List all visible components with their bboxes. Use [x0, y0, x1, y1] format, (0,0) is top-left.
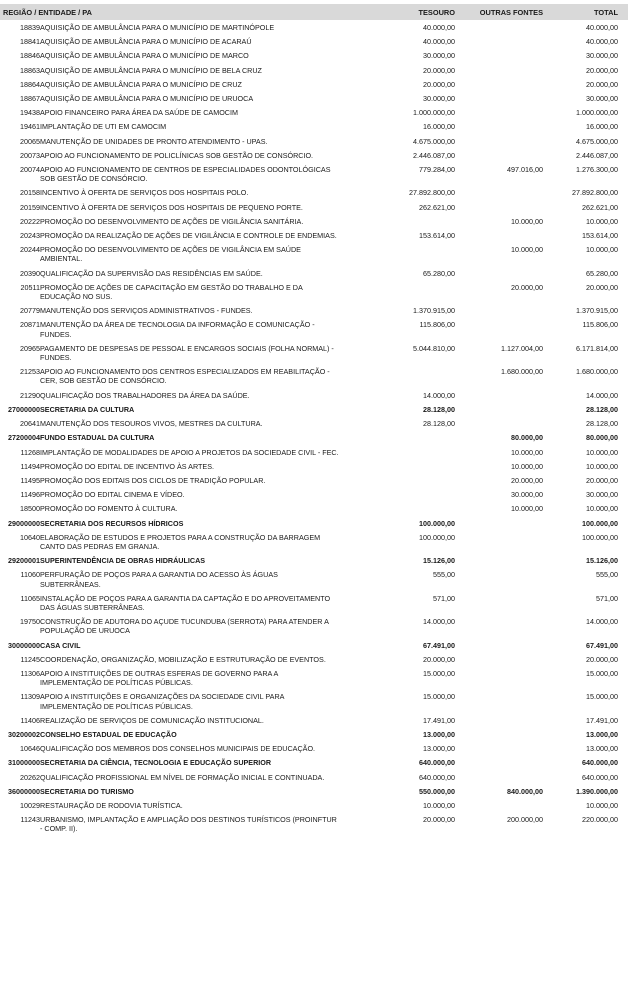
- row-total: 15.000,00: [586, 668, 618, 678]
- row-outras-fontes: 20.000,00: [511, 282, 543, 292]
- row-code: 11309: [20, 692, 40, 702]
- row-total: 115.806,00: [582, 320, 618, 330]
- row-code: 10640: [20, 532, 40, 542]
- row-code: 11060: [20, 570, 40, 580]
- row-code: 20222: [20, 216, 40, 226]
- row-code: 18867: [20, 94, 40, 104]
- row-code: 20065: [20, 136, 40, 146]
- row-description: INSTALAÇÃO DE POÇOS PARA A GARANTIA DA CAPTAÇÃO E DO APROVEITAMENTO DAS ÁGUAS SUBTERRÂNEAS.: [40, 593, 331, 612]
- header-tesouro: TESOURO: [418, 8, 455, 17]
- table-row: [0, 652, 628, 666]
- row-description: APOIO AO FUNCIONAMENTO DOS CENTROS ESPECIALIZADOS EM REABILITAÇÃO - CER, SOB GESTÃO DE CONSÓRCIO.: [40, 367, 330, 386]
- row-code: 21290: [20, 390, 40, 400]
- row-tesouro: 2.446.087,00: [413, 150, 455, 160]
- row-tesouro: 17.491,00: [423, 715, 455, 725]
- row-outras-fontes: 10.000,00: [511, 461, 543, 471]
- table-body: [0, 20, 628, 836]
- row-description: AQUISIÇÃO DE AMBULÂNCIA PARA O MUNICÍPIO DE CRUZ: [40, 79, 242, 89]
- row-description: MANUTENÇÃO DOS SERVIÇOS ADMINISTRATIVOS - FUNDES.: [40, 306, 253, 316]
- row-tesouro: 13.000,00: [423, 729, 455, 739]
- table-row: [0, 614, 628, 637]
- table-row: [0, 530, 628, 553]
- row-tesouro: 100.000,00: [419, 518, 455, 528]
- row-code: 20779: [20, 306, 40, 316]
- row-description: AQUISIÇÃO DE AMBULÂNCIA PARA O MUNICÍPIO DE URUOCA: [40, 94, 254, 104]
- row-description: QUALIFICAÇÃO DOS TRABALHADORES DA ÁREA DA SAÚDE.: [40, 390, 250, 400]
- row-code: 11245: [20, 654, 40, 664]
- row-description: REALIZAÇÃO DE SERVIÇOS DE COMUNICAÇÃO INSTITUCIONAL.: [40, 715, 264, 725]
- table-row: [0, 242, 628, 265]
- row-description: IMPLANTAÇÃO DE UTI EM CAMOCIM: [40, 122, 167, 132]
- entity-row: [0, 784, 628, 798]
- row-total: 10.000,00: [586, 216, 618, 226]
- table-row: [0, 119, 628, 133]
- row-code: 19438: [20, 108, 40, 118]
- row-code: 18841: [20, 37, 40, 47]
- row-code: 18863: [20, 65, 40, 75]
- row-code: 11494: [20, 461, 40, 471]
- row-code: 27200004: [8, 433, 40, 443]
- entity-row: [0, 402, 628, 416]
- row-total: 20.000,00: [586, 282, 618, 292]
- row-tesouro: 4.675.000,00: [413, 136, 455, 146]
- row-tesouro: 16.000,00: [423, 122, 455, 132]
- row-code: 20511: [20, 282, 40, 292]
- table-row: [0, 741, 628, 755]
- row-tesouro: 27.892.800,00: [409, 188, 455, 198]
- row-code: 10029: [20, 800, 40, 810]
- row-code: 20244: [20, 245, 40, 255]
- row-code: 11065: [20, 593, 40, 603]
- table-row: [0, 459, 628, 473]
- row-tesouro: 30.000,00: [423, 94, 455, 104]
- row-tesouro: 153.614,00: [419, 231, 455, 241]
- row-code: 20158: [20, 188, 40, 198]
- row-total: 555,00: [596, 570, 618, 580]
- row-code: 11495: [20, 475, 40, 485]
- row-total: 14.000,00: [586, 390, 618, 400]
- row-outras-fontes: 497.016,00: [507, 165, 543, 175]
- row-description: PROMOÇÃO DO EDITAL CINEMA E VÍDEO.: [40, 490, 185, 500]
- row-description: SECRETARIA DA CULTURA: [40, 404, 135, 414]
- row-description: PROMOÇÃO DOS EDITAIS DOS CICLOS DE TRADIÇÃO POPULAR.: [40, 475, 266, 485]
- row-code: 21253: [20, 367, 40, 377]
- row-code: 36000000: [8, 786, 40, 796]
- row-code: 11306: [20, 668, 40, 678]
- table-row: [0, 134, 628, 148]
- table-row: [0, 473, 628, 487]
- row-tesouro: 779.284,00: [419, 165, 455, 175]
- row-code: 20074: [20, 165, 40, 175]
- row-outras-fontes: 10.000,00: [511, 504, 543, 514]
- row-outras-fontes: 1.680.000,00: [501, 367, 543, 377]
- row-total: 67.491,00: [586, 640, 618, 650]
- row-code: 10646: [20, 744, 40, 754]
- row-code: 18500: [20, 504, 40, 514]
- row-description: APOIO A INSTITUIÇÕES E ORGANIZAÇÕES DA SOCIEDADE CIVIL PARA IMPLEMENTAÇÃO DE POLÍTICAS PÚBLICAS.: [40, 692, 285, 711]
- row-total: 28.128,00: [586, 404, 618, 414]
- header-regiao: REGIÃO / ENTIDADE / PA: [3, 8, 92, 17]
- row-tesouro: 40.000,00: [423, 37, 455, 47]
- row-tesouro: 30.000,00: [423, 51, 455, 61]
- row-tesouro: 15.000,00: [423, 692, 455, 702]
- row-code: 18839: [20, 23, 40, 32]
- row-description: PROMOÇÃO DO FOMENTO À CULTURA.: [40, 504, 178, 514]
- table-row: [0, 713, 628, 727]
- row-tesouro: 571,00: [433, 593, 455, 603]
- row-total: 15.126,00: [586, 556, 618, 566]
- row-outras-fontes: 20.000,00: [511, 475, 543, 485]
- row-description: PROMOÇÃO DO DESENVOLVIMENTO DE AÇÕES DE VIGILÂNCIA EM SAÚDE AMBIENTAL.: [40, 245, 301, 264]
- row-outras-fontes: 10.000,00: [511, 216, 543, 226]
- row-tesouro: 115.806,00: [419, 320, 455, 330]
- table-row: [0, 487, 628, 501]
- row-code: 30000000: [8, 640, 40, 650]
- row-total: 20.000,00: [586, 475, 618, 485]
- row-total: 28.128,00: [586, 419, 618, 429]
- row-description: QUALIFICAÇÃO PROFISSIONAL EM NÍVEL DE FORMAÇÃO INICIAL E CONTINUADA.: [40, 772, 325, 782]
- row-total: 10.000,00: [586, 800, 618, 810]
- row-code: 20159: [20, 202, 40, 212]
- row-total: 153.614,00: [582, 231, 618, 241]
- row-tesouro: 262.621,00: [419, 202, 455, 212]
- table-row: [0, 20, 628, 34]
- row-total: 262.621,00: [582, 202, 618, 212]
- table-row: [0, 591, 628, 614]
- row-description: CONSELHO ESTADUAL DE EDUCAÇÃO: [40, 729, 177, 739]
- row-code: 11406: [20, 715, 40, 725]
- table-row: [0, 341, 628, 364]
- row-total: 100.000,00: [582, 532, 618, 542]
- row-tesouro: 13.000,00: [423, 744, 455, 754]
- row-tesouro: 20.000,00: [423, 654, 455, 664]
- row-total: 571,00: [596, 593, 618, 603]
- row-total: 40.000,00: [586, 23, 618, 32]
- row-tesouro: 640.000,00: [419, 772, 455, 782]
- row-code: 27000000: [8, 404, 40, 414]
- table-row: [0, 416, 628, 430]
- table-row: [0, 148, 628, 162]
- row-description: MANUTENÇÃO DOS TESOUROS VIVOS, MESTRES DA CULTURA.: [40, 419, 263, 429]
- row-tesouro: 40.000,00: [423, 23, 455, 32]
- table-row: [0, 567, 628, 590]
- row-description: APOIO FINANCEIRO PARA ÁREA DA SAÚDE DE CAMOCIM: [40, 108, 238, 118]
- row-description: COORDENAÇÃO, ORGANIZAÇÃO, MOBILIZAÇÃO E ESTRUTURAÇÃO DE EVENTOS.: [40, 654, 326, 664]
- row-total: 10.000,00: [586, 461, 618, 471]
- row-total: 100.000,00: [582, 518, 618, 528]
- row-total: 20.000,00: [586, 65, 618, 75]
- row-outras-fontes: 200.000,00: [507, 815, 543, 825]
- row-tesouro: 14.000,00: [423, 390, 455, 400]
- row-description: SECRETARIA DA CIÊNCIA, TECNOLOGIA E EDUCAÇÃO SUPERIOR: [40, 758, 272, 768]
- entity-row: [0, 430, 628, 444]
- row-total: 10.000,00: [586, 245, 618, 255]
- row-tesouro: 14.000,00: [423, 617, 455, 627]
- row-total: 27.892.800,00: [572, 188, 618, 198]
- table-row: [0, 317, 628, 340]
- row-tesouro: 1.370.915,00: [413, 306, 455, 316]
- row-code: 11496: [20, 490, 40, 500]
- row-code: 20073: [20, 150, 40, 160]
- table-row: [0, 228, 628, 242]
- row-tesouro: 28.128,00: [423, 404, 455, 414]
- row-code: 19750: [20, 617, 40, 627]
- row-code: 29000000: [8, 518, 40, 528]
- table-row: [0, 63, 628, 77]
- row-code: 31000000: [8, 758, 40, 768]
- table-header: [0, 4, 628, 20]
- table-row: [0, 364, 628, 387]
- row-description: FUNDO ESTADUAL DA CULTURA: [40, 433, 155, 443]
- row-total: 20.000,00: [586, 654, 618, 664]
- table-row: [0, 812, 628, 835]
- row-description: QUALIFICAÇÃO DA SUPERVISÃO DAS RESIDÊNCIAS EM SAÚDE.: [40, 268, 263, 278]
- row-description: PROMOÇÃO DO DESENVOLVIMENTO DE AÇÕES DE VIGILÂNCIA SANITÁRIA.: [40, 216, 304, 226]
- entity-row: [0, 638, 628, 652]
- table-row: [0, 162, 628, 185]
- row-description: IMPLANTAÇÃO DE MODALIDADES DE APOIO A PROJETOS DA SOCIEDADE CIVIL - FEC.: [40, 447, 339, 457]
- entity-row: [0, 755, 628, 769]
- row-tesouro: 15.126,00: [423, 556, 455, 566]
- row-total: 17.491,00: [586, 715, 618, 725]
- row-total: 13.000,00: [586, 729, 618, 739]
- table-row: [0, 770, 628, 784]
- row-description: APOIO A INSTITUIÇÕES DE OUTRAS ESFERAS DE GOVERNO PARA A IMPLEMENTAÇÃO DE POLÍTICAS PÚBLICAS.: [40, 668, 278, 688]
- header-outras-fontes: OUTRAS FONTES: [479, 8, 543, 17]
- row-code: 19461: [20, 122, 40, 132]
- row-code: 29200001: [8, 556, 40, 566]
- row-tesouro: 20.000,00: [423, 65, 455, 75]
- table-row: [0, 185, 628, 199]
- row-total: 10.000,00: [586, 447, 618, 457]
- row-tesouro: 67.491,00: [423, 640, 455, 650]
- row-description: PROMOÇÃO DE AÇÕES DE CAPACITAÇÃO EM GESTÃO DO TRABALHO E DA EDUCAÇÃO NO SUS.: [40, 282, 303, 302]
- row-total: 40.000,00: [586, 37, 618, 47]
- row-tesouro: 65.280,00: [423, 268, 455, 278]
- row-code: 11268: [20, 447, 40, 457]
- row-outras-fontes: 80.000,00: [511, 433, 543, 443]
- row-total: 640.000,00: [582, 758, 618, 768]
- row-description: APOIO AO FUNCIONAMENTO DE CENTROS DE ESPECIALIDADES ODONTOLÓGICAS SOB GESTÃO DE CONSÓRCIO.: [40, 165, 331, 184]
- row-total: 2.446.087,00: [576, 150, 618, 160]
- row-code: 20641: [20, 419, 40, 429]
- row-tesouro: 20.000,00: [423, 815, 455, 825]
- row-total: 13.000,00: [586, 744, 618, 754]
- row-total: 15.000,00: [586, 692, 618, 702]
- row-code: 11243: [20, 815, 40, 825]
- row-total: 1.680.000,00: [576, 367, 618, 377]
- row-description: AQUISIÇÃO DE AMBULÂNCIA PARA O MUNICÍPIO DE MARTINÓPOLE: [40, 23, 275, 32]
- row-description: MANUTENÇÃO DA ÁREA DE TECNOLOGIA DA INFORMAÇÃO E COMUNICAÇÃO - FUNDES.: [40, 320, 315, 339]
- row-description: PERFURAÇÃO DE POÇOS PARA A GARANTIA DO ACESSO ÀS ÁGUAS SUBTERRÂNEAS.: [40, 570, 278, 589]
- row-description: INCENTIVO À OFERTA DE SERVIÇOS DOS HOSPITAIS DE PEQUENO PORTE.: [40, 202, 303, 212]
- row-total: 220.000,00: [582, 815, 618, 825]
- row-total: 20.000,00: [586, 79, 618, 89]
- row-code: 20262: [20, 772, 40, 782]
- row-total: 65.280,00: [586, 268, 618, 278]
- table-row: [0, 501, 628, 515]
- header-total: TOTAL: [594, 8, 618, 17]
- row-total: 1.390.000,00: [576, 786, 618, 796]
- row-description: QUALIFICAÇÃO DOS MEMBROS DOS CONSELHOS MUNICIPAIS DE EDUCAÇÃO.: [40, 744, 316, 754]
- row-tesouro: 640.000,00: [419, 758, 455, 768]
- table-row: [0, 200, 628, 214]
- table-row: [0, 445, 628, 459]
- row-code: 20965: [20, 343, 40, 353]
- row-description: AQUISIÇÃO DE AMBULÂNCIA PARA O MUNICÍPIO DE ACARAÚ: [40, 37, 252, 47]
- row-tesouro: 28.128,00: [423, 419, 455, 429]
- row-outras-fontes: 840.000,00: [507, 786, 543, 796]
- row-total: 4.675.000,00: [576, 136, 618, 146]
- table-row: [0, 48, 628, 62]
- row-code: 30200002: [8, 729, 40, 739]
- table-row: [0, 266, 628, 280]
- row-tesouro: 5.044.810,00: [413, 343, 455, 353]
- row-tesouro: 15.000,00: [423, 668, 455, 678]
- row-tesouro: 100.000,00: [419, 532, 455, 542]
- row-code: 18846: [20, 51, 40, 61]
- row-outras-fontes: 10.000,00: [511, 447, 543, 457]
- row-total: 16.000,00: [586, 122, 618, 132]
- entity-row: [0, 553, 628, 567]
- row-description: CASA CIVIL: [40, 640, 81, 650]
- entity-row: [0, 727, 628, 741]
- table-row: [0, 666, 628, 689]
- row-outras-fontes: 30.000,00: [511, 490, 543, 500]
- row-description: ELABORAÇÃO DE ESTUDOS E PROJETOS PARA A CONSTRUÇÃO DA BARRAGEM CANTO DAS PEDRAS EM GRANJA.: [40, 532, 321, 551]
- entity-row: [0, 516, 628, 530]
- row-description: AQUISIÇÃO DE AMBULÂNCIA PARA O MUNICÍPIO DE MARCO: [40, 51, 249, 61]
- row-description: APOIO AO FUNCIONAMENTO DE POLICLÍNICAS SOB GESTÃO DE CONSÓRCIO.: [40, 150, 314, 160]
- table-row: [0, 280, 628, 303]
- row-total: 1.000.000,00: [576, 108, 618, 118]
- row-total: 6.171.814,00: [576, 343, 618, 353]
- row-description: MANUTENÇÃO DE UNIDADES DE PRONTO ATENDIMENTO - UPAS.: [40, 136, 268, 146]
- row-total: 80.000,00: [586, 433, 618, 443]
- row-tesouro: 20.000,00: [423, 79, 455, 89]
- row-code: 20243: [20, 231, 40, 241]
- row-total: 30.000,00: [586, 490, 618, 500]
- row-description: PAGAMENTO DE DESPESAS DE PESSOAL E ENCARGOS SOCIAIS (FOLHA NORMAL) - FUNDES.: [40, 343, 334, 363]
- table-row: [0, 798, 628, 812]
- table-row: [0, 105, 628, 119]
- row-code: 18864: [20, 79, 40, 89]
- row-total: 640.000,00: [582, 772, 618, 782]
- row-total: 30.000,00: [586, 94, 618, 104]
- table-row: [0, 388, 628, 402]
- row-description: SECRETARIA DO TURISMO: [40, 786, 134, 796]
- table-row: [0, 303, 628, 317]
- row-tesouro: 555,00: [433, 570, 455, 580]
- row-description: AQUISIÇÃO DE AMBULÂNCIA PARA O MUNICÍPIO DE BELA CRUZ: [40, 65, 262, 75]
- row-description: RESTAURAÇÃO DE RODOVIA TURÍSTICA.: [40, 800, 183, 810]
- row-description: SUPERINTENDÊNCIA DE OBRAS HIDRÁULICAS: [40, 556, 206, 566]
- table-row: [0, 91, 628, 105]
- row-outras-fontes: 1.127.004,00: [501, 343, 543, 353]
- row-tesouro: 550.000,00: [419, 786, 455, 796]
- row-description: PROMOÇÃO DO EDITAL DE INCENTIVO ÀS ARTES.: [40, 461, 214, 471]
- row-description: CONSTRUÇÃO DE ADUTORA DO AÇUDE TUCUNDUBA (SERROTA) PARA ATENDER A POPULAÇÃO DE URUOCA: [40, 617, 329, 636]
- row-tesouro: 1.000.000,00: [413, 108, 455, 118]
- row-total: 1.370.915,00: [576, 306, 618, 316]
- row-description: SECRETARIA DOS RECURSOS HÍDRICOS: [40, 518, 184, 528]
- row-code: 20871: [20, 320, 40, 330]
- row-outras-fontes: 10.000,00: [511, 245, 543, 255]
- row-description: INCENTIVO À OFERTA DE SERVIÇOS DOS HOSPITAIS POLO.: [40, 188, 249, 198]
- row-description: URBANISMO, IMPLANTAÇÃO E AMPLIAÇÃO DOS DESTINOS TURÍSTICOS (PROINFTUR - COMP. II).: [40, 815, 337, 834]
- table-row: [0, 689, 628, 712]
- table-row: [0, 77, 628, 91]
- row-description: PROMOÇÃO DA REALIZAÇÃO DE AÇÕES DE VIGILÂNCIA E CONTROLE DE ENDEMIAS.: [40, 231, 337, 241]
- row-total: 10.000,00: [586, 504, 618, 514]
- row-code: 20390: [20, 268, 40, 278]
- table-row: [0, 214, 628, 228]
- table-row: [0, 34, 628, 48]
- row-total: 1.276.300,00: [576, 165, 618, 175]
- row-total: 14.000,00: [586, 617, 618, 627]
- row-tesouro: 10.000,00: [423, 800, 455, 810]
- row-total: 30.000,00: [586, 51, 618, 61]
